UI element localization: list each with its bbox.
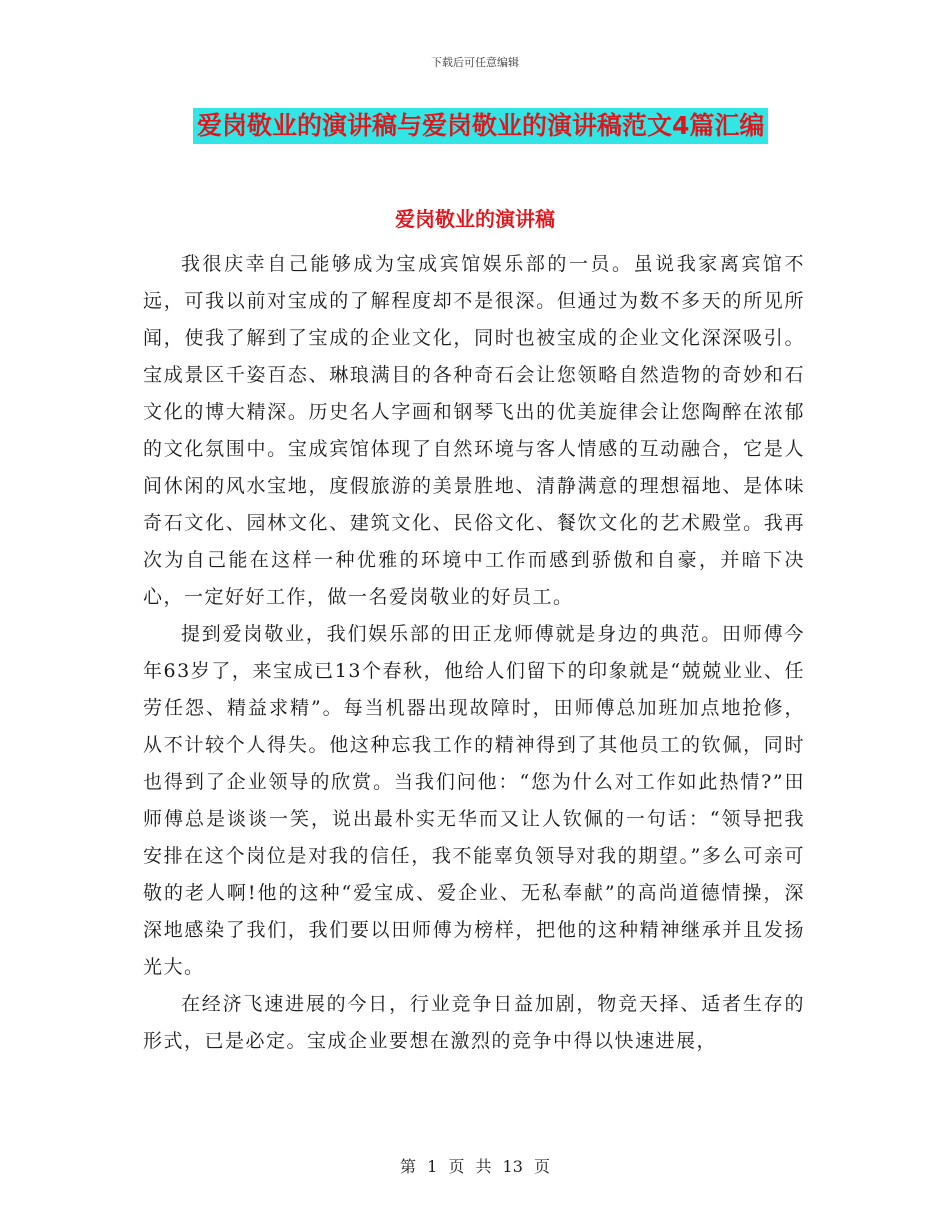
paragraph-2: 提到爱岗敬业，我们娱乐部的田正龙师傅就是身边的典范。田师傅今年63岁了，来宝成已13个春秋，他给人们留下的印象就是“兢兢业业、任劳任怨、精益求精”。每当机器出现故障时，田师傅总加班加点地抢修，从不计较个人得失。他这种忘我工作的精神得到了其他员工的钦佩，同时也得到了企业领导的欣赏。当我们问他：“您为什么对工作如此热情?”田师傅总是谈谈一笑，说出最朴实无华而又让人钦佩的一句话：“领导把我安排在这个岗位是对我的信任，我不能辜负领导对我的期望。”多么可亲可敬的老人啊!他的这种“爱宝成、爱企业、无私奉献”的高尚道德情操，深深地感染了我们，我们要以田师傅为榜样，把他的这种精神继承并且发扬光大。: [143, 623, 805, 978]
paragraph-1: 我很庆幸自己能够成为宝成宾馆娱乐部的一员。虽说我家离宾馆不远，可我以前对宝成的了解程度却不是很深。但通过为数不多天的所见所闻，使我了解到了宝成的企业文化，同时也被宝成的企业文化深深吸引。宝成景区千姿百态、琳琅满目的各种奇石会让您领略自然造物的奇妙和石文化的博大精深。历史名人字画和钢琴飞出的优美旋律会让您陶醉在浓郁的文化氛围中。宝成宾馆体现了自然环境与客人情感的互动融合，它是人间休闲的风水宝地，度假旅游的美景胜地、清静满意的理想福地、是体味奇石文化、园林文化、建筑文化、民俗文化、餐饮文化的艺术殿堂。我再次为自己能在这样一种优雅的环境中工作而感到骄傲和自豪，并暗下决心，一定好好工作，做一名爱岗敬业的好员工。: [143, 253, 805, 608]
main-title: 爱岗敬业的演讲稿与爱岗敬业的演讲稿范文4篇汇编: [193, 108, 768, 144]
body-text: [143, 246, 805, 1060]
section-title: 爱岗敬业的演讲稿: [395, 207, 555, 231]
header-note: 下载后可任意编辑: [431, 56, 519, 69]
main-title-wrap: [193, 108, 768, 144]
paragraph-3: 在经济飞速进展的今日，行业竞争日益加剧，物竞天择、适者生存的形式，已是必定。宝成企业要想在激烈的竞争中得以快速进展，: [143, 993, 805, 1052]
page-footer: 第 1 页 共 13 页: [400, 1157, 550, 1176]
